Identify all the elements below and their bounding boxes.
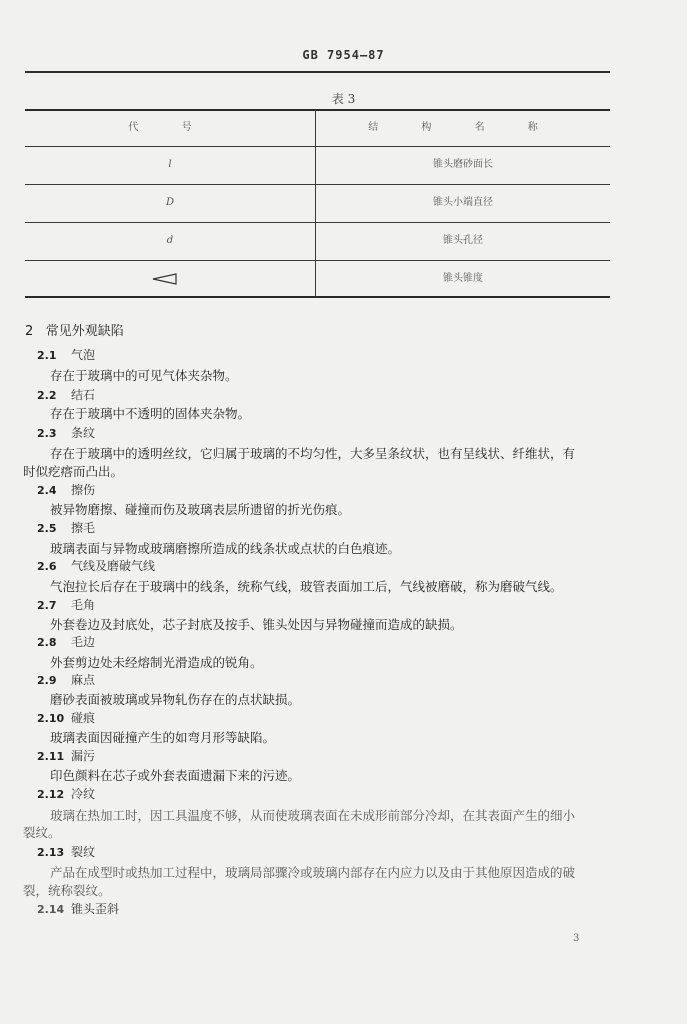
item-heading [37,671,95,688]
item-text: 磨砂表面被玻璃或异物轧伤存在的点状缺损。 [50,692,301,707]
item-text: 产品在成型时或热加工过程中，玻璃局部骤冷或玻璃内部存在内应力以及由于其他原因造成的破 [50,865,576,880]
item-title: 擦毛 [71,521,96,535]
item-heading [37,596,95,613]
item-heading [37,785,95,802]
item-number: 2.3 [37,427,57,440]
item-heading [37,633,95,650]
item-heading [37,709,95,726]
table-cell-symbol: d [166,235,174,246]
taper-symbol-icon [152,273,178,285]
table-header-symbol: 代 号 [128,122,212,133]
table-cell-name: 锥头磨砂面长 [433,159,493,170]
item-text: 气泡拉长后存在于玻璃中的线条，统称气线，玻管表面加工后，气线被磨破，称为磨破气线。 [50,579,563,594]
item-heading [37,346,95,363]
item-number: 2.2 [37,389,57,402]
item-title: 条纹 [71,426,96,440]
page-number: 3 [573,933,580,944]
item-text: 玻璃表面与异物或玻璃磨擦所造成的线条状或点状的白色痕迹。 [50,541,401,556]
table-cell-symbol: l [168,159,172,170]
item-text: 裂，统称裂纹。 [23,883,111,898]
item-number: 2.13 [37,846,65,859]
item-title: 漏污 [71,749,96,763]
table-cell-name: 锥头锥度 [443,273,483,284]
item-heading [37,747,95,764]
item-title: 擦伤 [71,483,96,497]
item-heading [37,481,95,498]
item-number: 2.4 [37,484,57,497]
item-heading [37,900,119,917]
structure-table [25,109,610,297]
item-number: 2.12 [37,788,65,801]
item-title: 毛角 [71,598,96,612]
item-title: 毛边 [71,635,96,649]
item-text: 外套剪边处未经熔制光滑造成的锐角。 [50,655,263,670]
table-caption: 表 3 [331,92,356,106]
item-title: 气线及磨破气线 [71,559,156,573]
item-text: 玻璃表面因碰撞产生的如弯月形等缺陷。 [50,730,276,745]
item-number: 2.11 [37,750,65,763]
item-text: 存在于玻璃中的透明丝纹，它归属于玻璃的不均匀性，大多呈条纹状，也有呈线状、纤维状，有 [50,446,576,461]
section-heading [25,320,124,339]
item-number: 2.9 [37,674,57,687]
item-title: 碰痕 [71,711,96,725]
item-text: 玻璃在热加工时，因工具温度不够，从而使玻璃表面在未成形前部分冷却，在其表面产生的细小 [50,808,576,823]
item-text: 被异物磨擦、碰撞而伤及玻璃表层所遗留的折光伤痕。 [50,502,351,517]
item-title: 锥头歪斜 [71,902,120,916]
item-text: 外套卷边及封底处，芯子封底及按手、锥头处因与异物碰撞而造成的缺损。 [50,617,463,632]
item-text: 时似疙瘩而凸出。 [23,464,124,479]
item-number: 2.1 [37,349,57,362]
item-number: 2.7 [37,599,57,612]
table-cell-name: 锥头小端直径 [433,197,493,208]
item-title: 冷纹 [71,787,96,801]
item-title: 麻点 [71,673,96,687]
item-text: 存在于玻璃中不透明的固体夹杂物。 [50,406,251,421]
item-number: 2.14 [37,903,65,916]
item-text: 裂纹。 [23,825,61,840]
item-title: 结石 [71,388,96,402]
item-heading [37,386,95,403]
item-title: 气泡 [71,348,96,362]
table-cell-symbol: D [165,197,175,208]
item-text: 存在于玻璃中的可见气体夹杂物。 [50,368,238,383]
table-cell-name: 锥头孔径 [443,235,483,246]
item-number: 2.5 [37,522,57,535]
standard-code: GB 7954—87 [302,48,385,62]
item-number: 2.6 [37,560,57,573]
item-heading [37,557,155,574]
item-heading [37,424,95,441]
table-header-name: 结 构 名 称 [368,122,558,133]
section-number: 2 [25,324,34,339]
item-heading [37,843,95,860]
header-rule [25,71,610,73]
item-text: 印色颜料在芯子或外套表面遗漏下来的污迹。 [50,768,301,783]
item-heading [37,519,95,536]
item-number: 2.8 [37,636,57,649]
item-title: 裂纹 [71,845,96,859]
item-number: 2.10 [37,712,65,725]
section-title: 常见外观缺陷 [45,324,124,339]
